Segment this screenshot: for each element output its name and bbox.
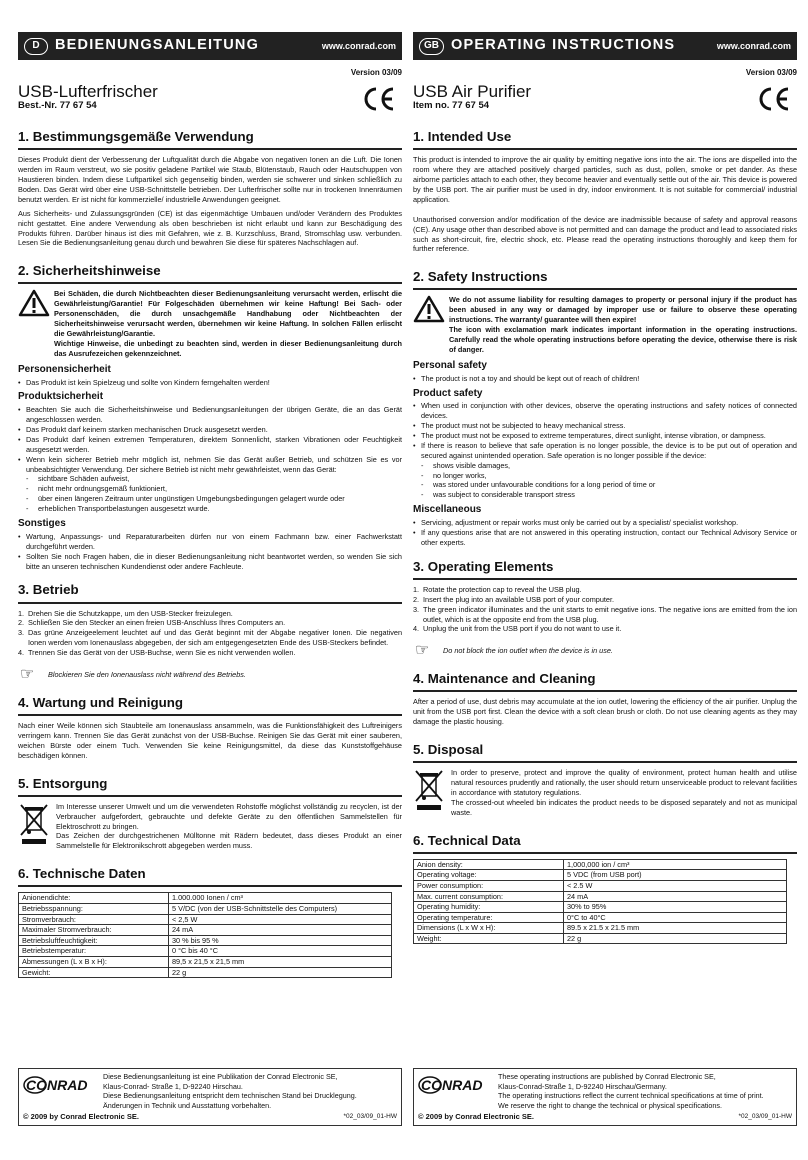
warning-text: Bei Schäden, die durch Nichtbeachten dieser Bedienungsanleitung verursacht werden, erlischt die Gewährleistung/Garantie! Für Folgeschäden übernehmen wir keine Haftung! Bei Sach- oder Personenschäden, die durch unsachgemäße Handhabung oder Nichtbeachten der Sicherheitshinweise verursacht werden, übernehmen wir keine Haftung. In solchen Fällen erlischt die Gewährleistung/Garantie. [54, 289, 402, 339]
section-heading: 4. Maintenance and Cleaning [413, 670, 797, 692]
footer-line: Klaus-Conrad- Straße 1, D-92240 Hirschau. [103, 1081, 243, 1091]
section-heading: 3. Operating Elements [413, 558, 797, 580]
subheading: Product safety [413, 387, 483, 399]
section-heading: 5. Entsorgung [18, 775, 402, 797]
banner-title: OPERATING INSTRUCTIONS [451, 37, 676, 54]
language-badge: D [24, 38, 48, 55]
paragraph: This product is intended to improve the air quality by emitting negative ions into the air. The ions are dispelled into the room where they are attached positively charged particles, such as dust, pollen, smoke or pet dander. As these airborne particles attach to each other, they become heavier and eventually settle out of the air. This device is powered by the USB port. The air purifier must be used in dry, indoor environment. It is not suitable for commercial/ industrial application. [413, 155, 797, 204]
disposal-text: The crossed-out wheeled bin indicates the product needs to be disposed separately and not as municipal waste. [451, 797, 797, 817]
version: Version 03/09 [350, 68, 402, 77]
pointing-hand-icon: ☞ [20, 666, 35, 684]
crossed-bin-icon [18, 802, 56, 852]
conrad-logo [418, 1075, 492, 1095]
table-row: Max. current consumption: 24 mA [414, 891, 787, 902]
table-row: Betriebstemperatur: 0 °C bis 40 °C [19, 946, 392, 957]
language-badge: GB [419, 38, 444, 55]
warning-triangle-icon [18, 289, 54, 358]
bullet-item: • The product is not a toy and should be kept out of reach of children! [413, 374, 797, 384]
bullet-item: • The product must not be exposed to extreme temperatures, direct sunlight, intense vibration, or dampness. [413, 431, 797, 441]
footer-line: These operating instructions are published by Conrad Electronic SE, [498, 1072, 716, 1081]
table-row: Operating humidity: 30% to 95% [414, 902, 787, 913]
section-heading: 5. Disposal [413, 741, 797, 763]
ce-mark-icon [362, 86, 396, 120]
step-item: 3. The green indicator illuminates and the unit starts to emit negative ions. The negative ions are emitted from the ion outlet, which is at the opposite end from the USB plug. [413, 604, 797, 624]
bullet-item: • Wenn kein sicherer Betrieb mehr möglich ist, nehmen Sie das Gerät außer Betrieb, und schützen Sie es vor unbeabsichtigter Verwendung. Der sichere Betrieb ist nicht mehr gewährleistet, wenn das Gerät: [18, 455, 402, 475]
paragraph: Nach einer Weile können sich Staubteile am Ionenauslass ansammeln, was die Funktionsfähigkeit des Luftreinigers verringern kann. Trennen Sie das Gerät zunächst von der USB-Buchse. Reinigen Sie das Gerät mit einer sauberen, weichen Bürste oder einem Tuch. Verwenden Sie keine Reinigungsmittel, da diese das Kunststoffgehäuse beschädigen können. [18, 720, 402, 760]
dash-item: - shows visible damages, [421, 461, 797, 471]
bullet-item: • Das Produkt darf keinen extremen Temperaturen, direktem Sonnenlicht, starken Vibrationen oder Feuchtigkeit ausgesetzt werden. [18, 435, 402, 455]
table-row: Maximaler Stromverbrauch: 24 mA [19, 925, 392, 936]
technical-data-table [18, 892, 392, 978]
dash-item: - nicht mehr ordnungsgemäß funktioniert, [26, 484, 402, 494]
paragraph: Unauthorised conversion and/or modification of the device are inadmissible because of safety and approval reasons (CE). Any usage other than described above is not permitted and can damage the product and lead to associated risks such as short-circuit, fire, electric shock, etc. Please read the operating instructions thoroughly and keep them for further reference. [413, 214, 797, 254]
table-row: Operating temperature: 0°C to 40°C [414, 912, 787, 923]
content-en [413, 128, 797, 944]
product-title: USB-Lufterfrischer [18, 82, 158, 101]
subheading: Miscellaneous [413, 504, 482, 516]
paragraph: After a period of use, dust debris may accumulate at the ion outlet, lowering the efficiency of the air purifier. Unplug the unit from the USB port first. Clean the device with a soft clean brush or cloth. Do not use cleaning agents as they may damage the plastic housing. [413, 697, 797, 727]
technical-data-table [413, 859, 787, 945]
dash-item: - sichtbare Schäden aufweist, [26, 474, 402, 484]
table-row: Betriebsspannung: 5 V/DC (von der USB-Schnittstelle des Computers) [19, 904, 392, 915]
svg-text:CONRAD: CONRAD [26, 1077, 88, 1093]
doc-code: *02_03/09_01-HW [738, 1113, 792, 1121]
table-row: Dimensions (L x W x H): 89.5 x 21.5 x 21.5 mm [414, 923, 787, 934]
product-title: USB Air Purifier [413, 82, 532, 101]
table-row: Stromverbrauch: < 2,5 W [19, 914, 392, 925]
banner-de [18, 32, 402, 60]
bullet-item: • The product must not be subjected to heavy mechanical stress. [413, 421, 797, 431]
step-item: 1. Drehen Sie die Schutzkappe, um den USB-Stecker freizulegen. [18, 608, 233, 618]
banner-title: BEDIENUNGSANLEITUNG [55, 37, 260, 54]
header-de [18, 68, 402, 116]
copyright: © 2009 by Conrad Electronic SE. [418, 1111, 534, 1121]
step-item: 2. Schließen Sie den Stecker an einen freien USB-Anschluss Ihres Computers an. [18, 618, 286, 628]
footer-en [413, 1068, 797, 1126]
section-heading: 1. Intended Use [413, 128, 797, 150]
table-row: Abmessungen (L x B x H): 89,5 x 21,5 x 21,5 mm [19, 956, 392, 967]
dash-item: - was stored under unfavourable conditions for a long period of time or [421, 480, 797, 490]
section-heading: 2. Sicherheitshinweise [18, 262, 402, 284]
subheading: Personensicherheit [18, 363, 111, 375]
bullet-item: • If any questions arise that are not answered in this operating instruction, contact our Technical Advisory Service or other experts. [413, 528, 797, 548]
note [413, 640, 797, 662]
section-heading: 4. Wartung und Reinigung [18, 694, 402, 716]
note-text: Do not block the ion outlet when the device is in use. [443, 646, 613, 656]
table-row: Anion density: 1,000,000 ion / cm³ [414, 859, 787, 870]
item-number: Best.-Nr. 77 67 54 [18, 100, 97, 111]
bullet-item: • Servicing, adjustment or repair works must only be carried out by a specialist/ specialist workshop. [413, 518, 797, 528]
table-row: Weight: 22 g [414, 933, 787, 944]
ce-mark-icon [757, 86, 791, 120]
pointing-hand-icon: ☞ [415, 642, 430, 660]
footer-line: Diese Bedienungsanleitung ist eine Publikation der Conrad Electronic SE, [103, 1072, 338, 1081]
dash-item: - was subject to considerable transport stress [421, 490, 797, 500]
header-en [413, 68, 797, 116]
dash-item: - über einen längeren Zeitraum unter ungünstigen Umgebungsbedingungen gelagert wurde oder [26, 494, 402, 504]
bullet-item: • Wartung, Anpassungs- und Reparaturarbeiten dürfen nur von einem Fachmann bzw. einer Fachwerkstatt durchgeführt werden. [18, 532, 402, 552]
table-row: Operating voltage: 5 VDC (from USB port) [414, 870, 787, 881]
disposal-block [18, 802, 402, 852]
section-heading: 6. Technical Data [413, 832, 797, 854]
banner-url[interactable]: www.conrad.com [716, 40, 791, 51]
note-text: Blockieren Sie den Ionenauslass nicht während des Betriebs. [48, 670, 246, 680]
content-de [18, 128, 402, 978]
bullet-item: • If there is reason to believe that safe operation is no longer possible, the device is to be put out of operation and secured against unintended operation. Safe operation is no longer possible if the device: [413, 441, 797, 461]
copyright: © 2009 by Conrad Electronic SE. [23, 1111, 139, 1121]
footer-line: We reserve the right to change the technical or physical specifications. [498, 1100, 722, 1110]
paragraph: Dieses Produkt dient der Verbesserung der Luftqualität durch die Abgabe von negativen Ionen an die Luft. Die Ionen werden im Raum verstreut, wo sie positiv geladene Partikel wie Staub, Blütenstaub, Rauch oder Hautschuppen von Haustieren binden. Indem diese Luftpartikel sich gegenseitig binden, werden sie schwerer und sinken schließlich zu Boden. Das Gerät wird über eine USB-Schnittstelle betrieben. Der Lufterfrischer sollte nur in trockenen Innenräumen benutzt werden. Er ist nicht für kommerzielle/ industrielle Anwendungen geeignet. [18, 155, 402, 204]
disposal-text: Im Interesse unserer Umwelt und um die verwendeten Rohstoffe möglichst vollständig zu recyclen, ist der Verbraucher aufgefordert, gebrauchte und defekte Geräte zu den öffentlichen Sammelstellen für Elektroschrott zu bringen. [56, 801, 402, 831]
disposal-block [413, 768, 797, 818]
bullet-item: • Das Produkt ist kein Spielzeug und sollte von Kindern ferngehalten werden! [18, 378, 402, 388]
crossed-bin-icon [413, 768, 451, 818]
warning-triangle-icon [413, 295, 449, 355]
bullet-item: • Das Produkt darf keinem starken mechanischen Druck ausgesetzt werden. [18, 425, 402, 435]
table-row: Betriebsluftfeuchtigkeit: 30 % bis 95 % [19, 935, 392, 946]
step-item: 1. Rotate the protection cap to reveal the USB plug. [413, 584, 582, 594]
step-item: 3. Das grüne Anzeigeelement leuchtet auf und das Gerät beginnt mit der Abgabe negativer Ionen. Die negativen Ionen werden vom Ionenauslass abgegeben, der sich am entgegengesetzten Ende des USB-Steckers befindet. [18, 628, 402, 648]
dash-item: - erheblichen Transportbelastungen ausgesetzt wurde. [26, 504, 402, 514]
warning-text: The icon with exclamation mark indicates important information in the operating instructions. Carefully read the whole operating instructions before operating the device, otherwise there is risk of danger. [449, 325, 797, 355]
table-row: Gewicht: 22 g [19, 967, 392, 978]
dash-item: - no longer works, [421, 471, 797, 481]
conrad-logo [23, 1075, 97, 1095]
footer-line: The operating instructions reflect the current technical specifications at time of print. [498, 1091, 764, 1101]
svg-text:CONRAD: CONRAD [421, 1077, 483, 1093]
section-heading: 3. Betrieb [18, 581, 402, 603]
section-heading: 1. Bestimmungsgemäße Verwendung [18, 128, 402, 150]
banner-url[interactable]: www.conrad.com [321, 40, 396, 51]
doc-code: *02_03/09_01-HW [343, 1113, 397, 1121]
footer-line: Diese Bedienungsanleitung entspricht dem technischen Stand bei Drucklegung. [103, 1091, 357, 1101]
subheading: Sonstiges [18, 518, 66, 530]
version: Version 03/09 [745, 68, 797, 77]
footer-line: Klaus-Conrad-Straße 1, D-92240 Hirschau/Germany. [498, 1081, 667, 1091]
step-item: 2. Insert the plug into an available USB port of your computer. [413, 594, 615, 604]
item-number: Item no. 77 67 54 [413, 100, 490, 111]
banner-en [413, 32, 797, 60]
step-item: 4. Unplug the unit from the USB port if you do not want to use it. [413, 624, 622, 634]
warning-text: Wichtige Hinweise, die unbedingt zu beachten sind, werden in dieser Bedienungsanleitung durch das Ausrufezeichen gekennzeichnet. [54, 339, 402, 358]
disposal-text: Das Zeichen der durchgestrichenen Mülltonne mit Rädern bedeutet, dass dieses Produkt an einer Sammelstelle für Elektronikschrott abgegeben werden muss. [56, 831, 402, 851]
subheading: Personal safety [413, 359, 487, 371]
table-row: Anionendichte: 1.000.000 Ionen / cm³ [19, 893, 392, 904]
warning-text: We do not assume liability for resulting damages to property or personal injury if the product has been abused in any way or damaged by improper use or failure to observe these operating instructions. The warranty/ guarantee will then expire! [449, 295, 797, 325]
disposal-text: In order to preserve, protect and improve the quality of environment, protect human health and utilise natural resources prudently and rationally, the user should return unserviceable product to relevant facilities in accordance with statutory regulations. [451, 768, 797, 797]
footer-de [18, 1068, 402, 1126]
note [18, 664, 402, 686]
subheading: Produktsicherheit [18, 391, 104, 403]
paragraph: Aus Sicherheits- und Zulassungsgründen (CE) ist das eigenmächtige Umbauen und/oder Verändern des Produktes nicht gestattet. Eine andere Verwendung als oben beschrieben ist nicht erlaubt und kann zur Beschädigung des Produkts führen. Darüber hinaus ist dies mit Gefahren, wie z. B. Kurzschluss, Brand, Stromschlag usw. verbunden. Lesen Sie die Bedienungsanleitung genau durch und bewahren Sie diese für späteres Nachschlagen auf. [18, 208, 402, 248]
table-row: Power consumption: < 2.5 W [414, 880, 787, 891]
footer-line: Änderungen in Technik und Ausstattung vorbehalten. [103, 1100, 272, 1110]
section-heading: 2. Safety Instructions [413, 268, 797, 290]
bullet-item: • When used in conjunction with other devices, observe the operating instructions and safety notices of connected devices. [413, 401, 797, 421]
warning-block [18, 289, 402, 358]
bullet-item: • Beachten Sie auch die Sicherheitshinweise und Bedienungsanleitungen der übrigen Geräte, die an das Gerät angeschlossen werden. [18, 405, 402, 425]
section-heading: 6. Technische Daten [18, 865, 402, 887]
bullet-item: • Sollten Sie noch Fragen haben, die in dieser Bedienungsanleitung nicht beantwortet werden, so wenden Sie sich bitte an unseren technischen Kundendienst oder andere Fachleute. [18, 552, 402, 572]
step-item: 4. Trennen Sie das Gerät von der USB-Buchse, wenn Sie es nicht verwenden wollen. [18, 648, 296, 658]
warning-block [413, 295, 797, 355]
